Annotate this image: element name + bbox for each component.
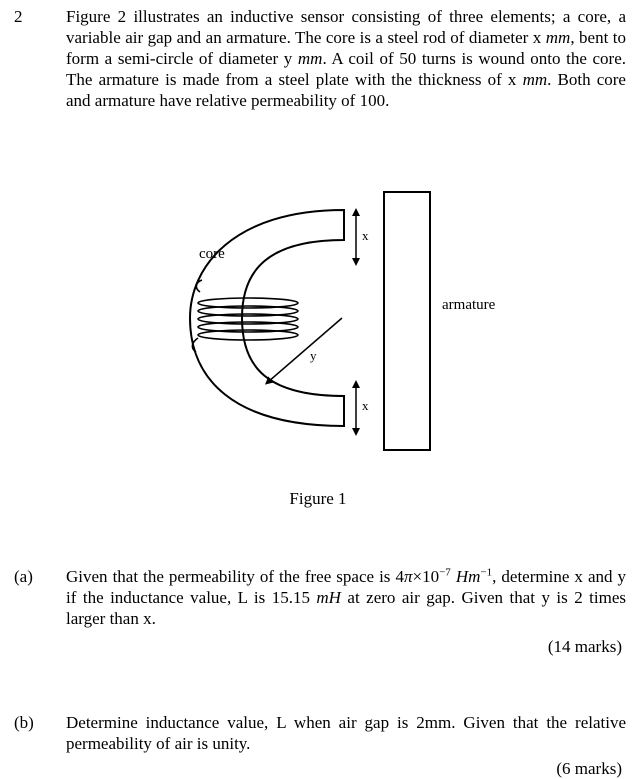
exponent-2: −1 xyxy=(480,566,493,579)
part-a-text-1: Given that the permeability of the free space is 4 xyxy=(66,567,404,586)
intro-unit-1: mm xyxy=(545,28,571,47)
label-core: core xyxy=(199,246,225,262)
armature-plate xyxy=(384,192,430,450)
intro-text-3: . A coil of 50 turns is wound onto the core. The armature is made from a steel plate with the thickness of x xyxy=(66,49,626,89)
question-intro xyxy=(66,6,626,111)
unit-mh: mH xyxy=(316,588,341,607)
core-shape xyxy=(190,210,344,426)
times-ten: ×10 xyxy=(412,567,440,586)
part-a-text-2: , determine x and y if the inductance value, L is 15.15 xyxy=(66,567,627,607)
part-a-text-3: at zero air gap. Given that y is 2 times larger than x. xyxy=(66,588,627,628)
exponent-1: −7 xyxy=(439,566,451,579)
intro-text-2: , bent to form a semi-circle of diameter y xyxy=(66,28,626,68)
intro-unit-2: mm xyxy=(297,49,323,68)
part-b-text: Determine inductance value, L when air gap is 2mm. Given that the relative permeability of air is unity. xyxy=(66,713,626,753)
figure-caption: Figure 1 xyxy=(289,489,347,508)
inductive-sensor-figure xyxy=(0,180,636,470)
pi-symbol: π xyxy=(403,567,413,586)
part-a-marks: (14 marks) xyxy=(547,637,622,656)
label-x-top: x xyxy=(362,228,369,243)
part-a-text xyxy=(66,566,626,629)
label-armature: armature xyxy=(442,297,496,313)
unit-h: Hm xyxy=(455,567,481,586)
label-x-bottom: x xyxy=(362,398,369,413)
question-number: 2 xyxy=(14,7,23,26)
part-a-label: (a) xyxy=(14,567,33,586)
part-b-marks: (6 marks) xyxy=(556,759,622,778)
dimension-y-line xyxy=(268,318,342,382)
intro-text-1: Figure 2 illustrates an inductive sensor consisting of three elements; a core, a variable air gap and an armature. The core is a steel rod of diameter x xyxy=(66,7,626,47)
label-y: y xyxy=(310,348,317,363)
intro-unit-3: mm xyxy=(522,70,548,89)
intro-text-4: . Both core and armature have relative permeability of 100. xyxy=(66,70,626,110)
part-b-label: (b) xyxy=(14,713,34,732)
